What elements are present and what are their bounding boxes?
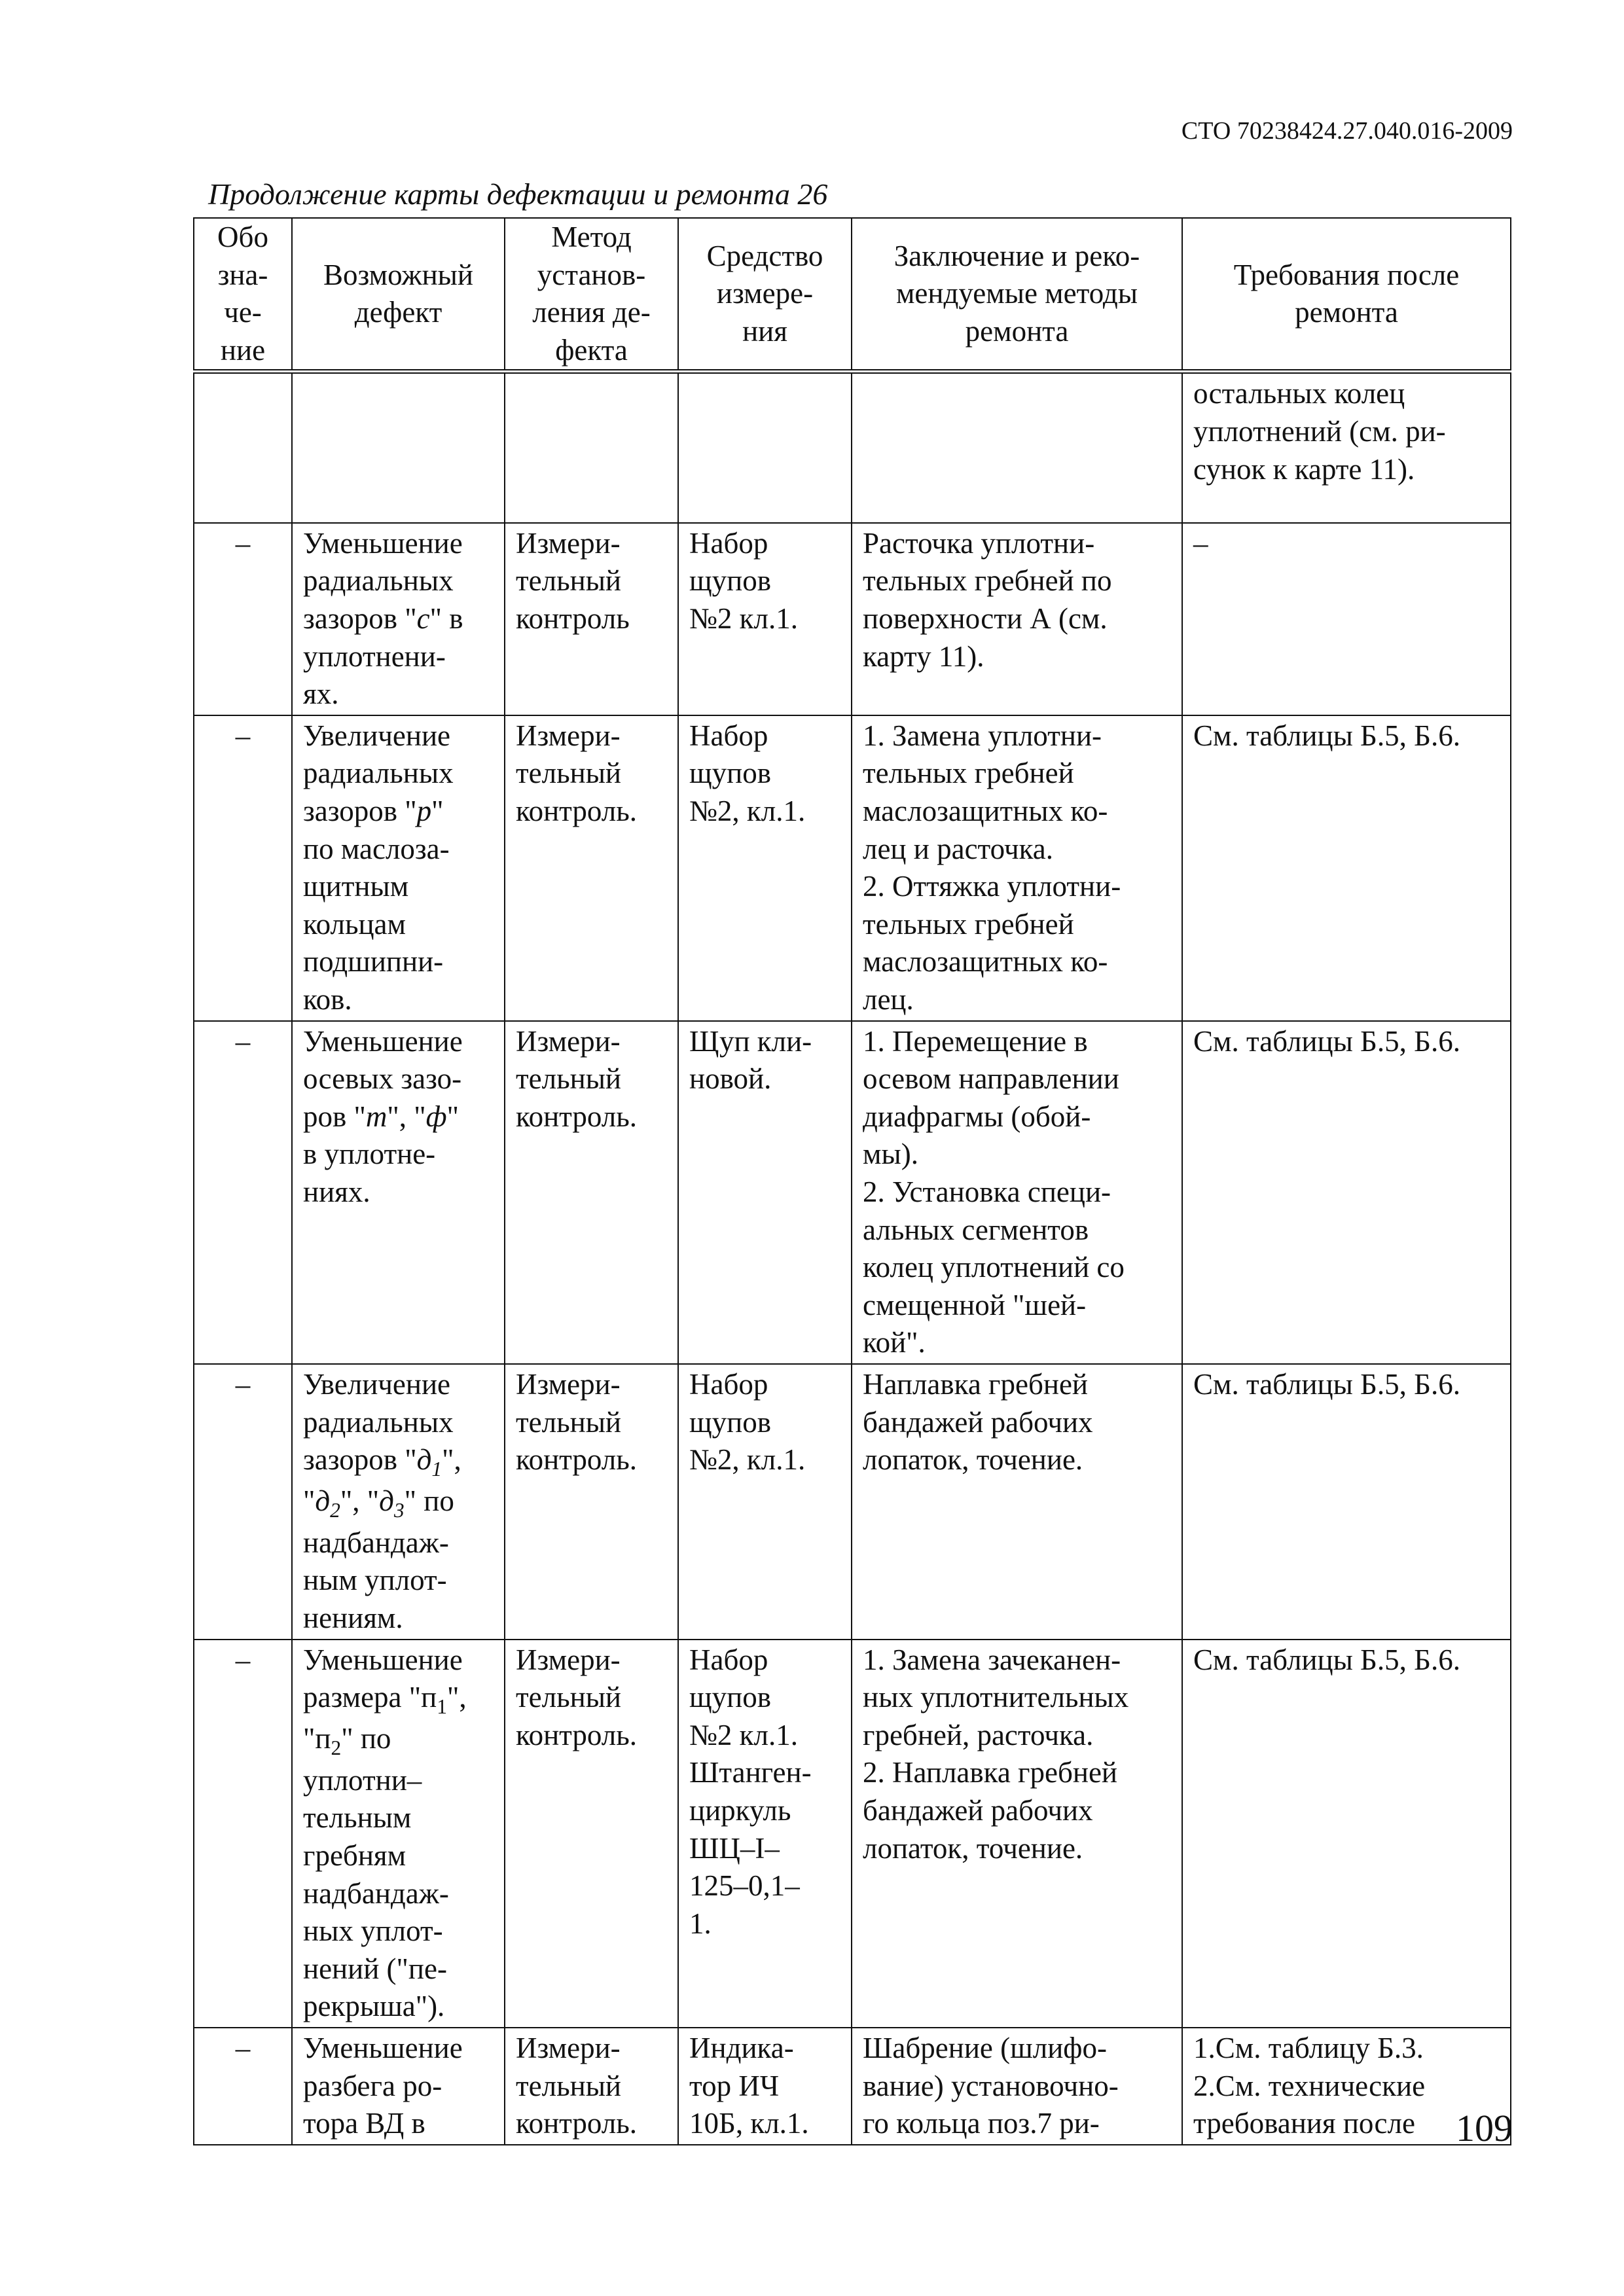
document-code: СТО 70238424.27.040.016-2009 xyxy=(1181,117,1513,145)
cell-repair: Наплавка гребней бандажей рабочих лопаток, точение. xyxy=(852,1364,1182,1640)
cell-tool: Набор щупов №2, кл.1. xyxy=(678,1364,852,1640)
table-row xyxy=(194,715,1511,1021)
cell-defect: Уменьшение размера "$п_1$", "$п_2$" по уплотни– тельным гребням надбандаж- ных уплот- нений ("пе- рекрыша"). xyxy=(292,1640,505,2028)
cell-repair: Шабрение (шлифо- вание) установочно- го кольца поз.7 ри- xyxy=(852,2028,1182,2145)
cell-method: Измери- тельный контроль xyxy=(505,523,678,715)
cell-defect: Увеличение радиальных зазоров "р" по маслоза- щитным кольцам подшипни- ков. xyxy=(292,715,505,1021)
cell-designation: – xyxy=(194,523,292,715)
table-row xyxy=(194,372,1511,523)
cell-method xyxy=(505,372,678,523)
cell-defect: Увеличение радиальных зазоров "$д_1$", "$д_2$", "$д_3$" по надбандаж- ным уплот- нениям. xyxy=(292,1364,505,1640)
cell-repair: 1. Перемещение в осевом направлении диафрагмы (обой- мы). 2. Установка специ- альных сегментов колец уплотнений со смещенной "шей- кой". xyxy=(852,1021,1182,1364)
cell-designation: – xyxy=(194,1021,292,1364)
table-row xyxy=(194,2028,1511,2145)
cell-requirements: См. таблицы Б.5, Б.6. xyxy=(1182,1364,1511,1640)
cell-repair: 1. Замена уплотни- тельных гребней маслозащитных ко- лец и расточка. 2. Оттяжка уплотни- тельных гребней маслозащитных ко- лец. xyxy=(852,715,1182,1021)
cell-tool: Набор щупов №2 кл.1. xyxy=(678,523,852,715)
cell-repair: Расточка уплотни- тельных гребней по поверхности А (см. карту 11). xyxy=(852,523,1182,715)
cell-tool xyxy=(678,372,852,523)
cell-method: Измери- тельный контроль. xyxy=(505,2028,678,2145)
cell-method: Измери- тельный контроль. xyxy=(505,1021,678,1364)
table-row xyxy=(194,1364,1511,1640)
cell-requirements: – xyxy=(1182,523,1511,715)
cell-requirements: 1.См. таблицу Б.3. 2.См. технические требования после xyxy=(1182,2028,1511,2145)
cell-defect: Уменьшение осевых зазо- ров "т", "ф" в уплотне- ниях. xyxy=(292,1021,505,1364)
table-row xyxy=(194,1021,1511,1364)
table-header-row xyxy=(194,218,1511,372)
header-measuring-tool: Средство измере- ния xyxy=(678,218,852,372)
header-detection-method: Метод установ- ления де- фекта xyxy=(505,218,678,372)
cell-requirements: См. таблицы Б.5, Б.6. xyxy=(1182,1640,1511,2028)
table-caption: Продолжение карты дефектации и ремонта 26 xyxy=(208,177,828,211)
cell-tool: Индика- тор ИЧ 10Б, кл.1. xyxy=(678,2028,852,2145)
defect-repair-table xyxy=(193,217,1511,2145)
cell-designation: – xyxy=(194,715,292,1021)
cell-designation: – xyxy=(194,2028,292,2145)
cell-tool: Щуп кли- новой. xyxy=(678,1021,852,1364)
cell-method: Измери- тельный контроль. xyxy=(505,715,678,1021)
cell-requirements: См. таблицы Б.5, Б.6. xyxy=(1182,1021,1511,1364)
header-repair-methods: Заключение и реко- мендуемые методы ремонта xyxy=(852,218,1182,372)
header-designation: Обо зна- че- ние xyxy=(194,218,292,372)
cell-requirements: См. таблицы Б.5, Б.6. xyxy=(1182,715,1511,1021)
cell-defect: Уменьшение разбега ро- тора ВД в xyxy=(292,2028,505,2145)
cell-tool: Набор щупов №2, кл.1. xyxy=(678,715,852,1021)
cell-designation: – xyxy=(194,1364,292,1640)
cell-defect: Уменьшение радиальных зазоров "с" в уплотнени- ях. xyxy=(292,523,505,715)
cell-requirements: остальных колец уплотнений (см. ри- сунок к карте 11). xyxy=(1182,372,1511,523)
table-row xyxy=(194,1640,1511,2028)
cell-designation: – xyxy=(194,1640,292,2028)
header-possible-defect: Возможный дефект xyxy=(292,218,505,372)
cell-designation xyxy=(194,372,292,523)
cell-method: Измери- тельный контроль. xyxy=(505,1640,678,2028)
page-number: 109 xyxy=(1456,2107,1513,2149)
cell-tool: Набор щупов №2 кл.1. Штанген- циркуль ШЦ–I– 125–0,1– 1. xyxy=(678,1640,852,2028)
cell-repair: 1. Замена зачеканен- ных уплотнительных гребней, расточка. 2. Наплавка гребней бандажей рабочих лопаток, точение. xyxy=(852,1640,1182,2028)
header-requirements: Требования после ремонта xyxy=(1182,218,1511,372)
cell-defect xyxy=(292,372,505,523)
cell-repair xyxy=(852,372,1182,523)
cell-method: Измери- тельный контроль. xyxy=(505,1364,678,1640)
table-row xyxy=(194,523,1511,715)
